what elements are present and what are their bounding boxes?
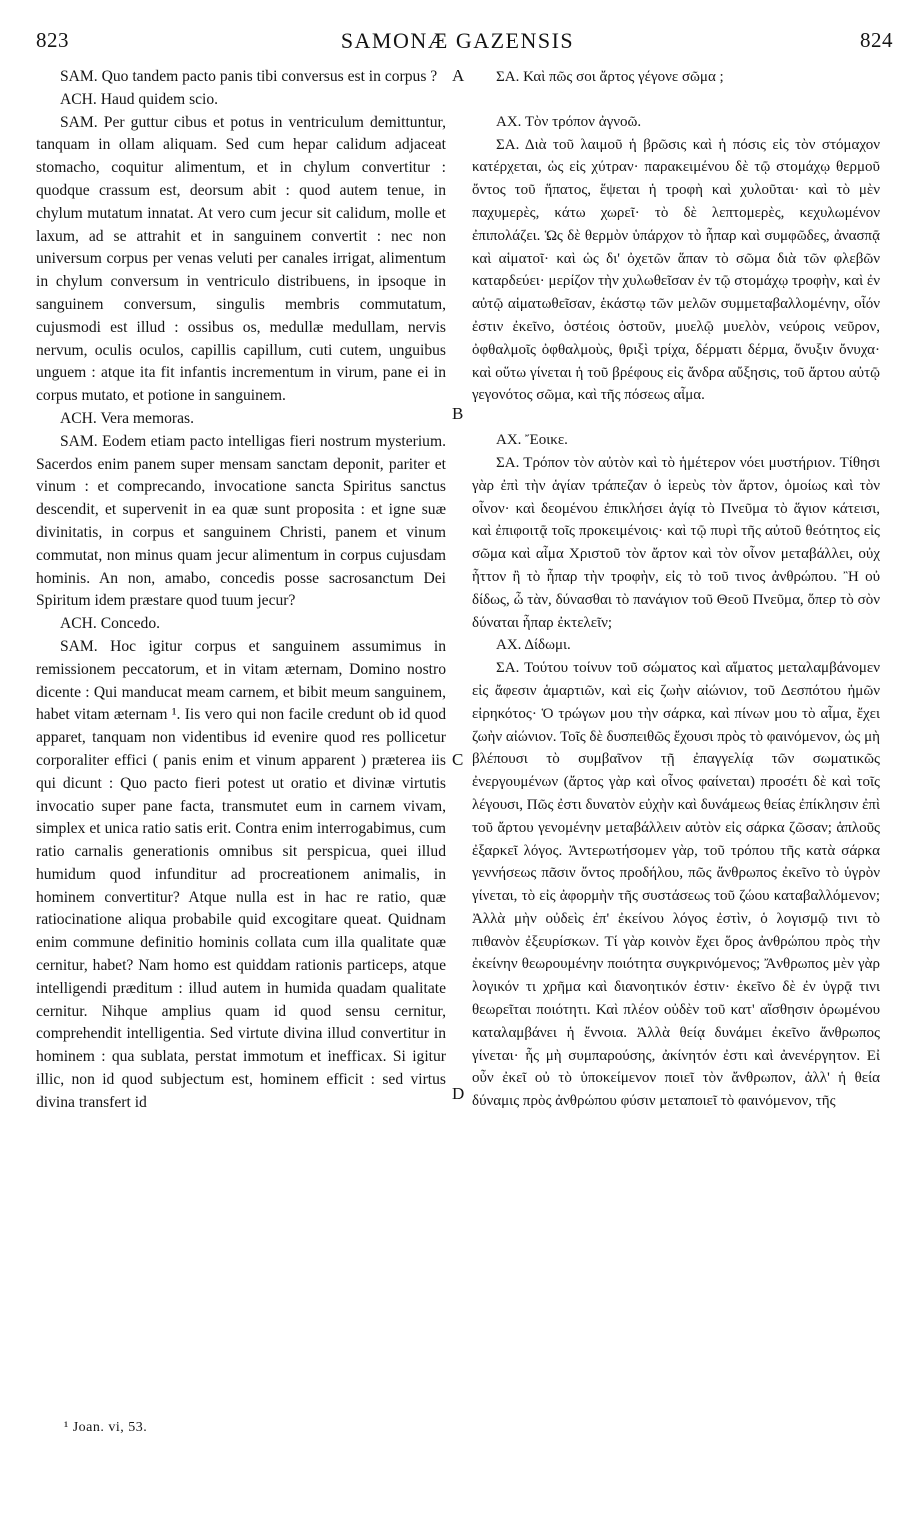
latin-paragraph: SAM. Eodem etiam pacto intelligas fieri nostrum mysterium. Sacerdos enim panem super mensam sanctam deponit, pariter et vinum : et comprecando, invocatione sancta Spiritus sanctus descendit, et supervenit in ea quæ sunt proposita : et igne suæ divinitatis, in corpus et sanguinem Christi, panem et vinum commutat, non minus quam jecur alimentum in corpus cujusdam hominis. An non, amabo, concedis posse sacrosanctum Dei Spiritum idem præstare quod tuum jecur? [36,432,446,610]
greek-column [472,66,880,1113]
latin-column [36,66,446,1115]
page-number-right: 824 [860,28,893,52]
margin-mark-d: D [452,1084,465,1103]
latin-paragraph: SAM. Quo tandem pacto panis tibi conversus est in corpus ? [60,68,438,85]
greek-paragraph: ΣΑ. Διὰ τοῦ λαιμοῦ ἡ βρῶσις καὶ ἡ πόσις εἰς τὸν στόμαχον κατέρχεται, ὡς εἰς χύτραν· παρακειμένου δὲ τῷ στομάχῳ θερμοῦ ὄντος τοῦ ἥπατος, ἕψεται ἡ τροφὴ καὶ χυλοῦται· καὶ τὸ μὲν παχυμερὲς, κάτω χωρεῖ· τὸ δὲ λεπτομερὲς, κεχυλωμένον ἐπιπολάζει. Ὡς δὲ θερμὸν ὑπάρχον τὸ ἧπαρ καὶ συμφῶδες, ἀνασπᾷ καὶ αἱματοῖ· καὶ ὡς δι' ὀχετῶν ἅπαν τὸ σῶμα διὰ τῶν φλεβῶν καταρδεύει· μερίζον τὴν χυλωθεῖσαν ἐν τῷ στομάχῳ τροφὴν, καὶ ἐν αὐτῷ αἱματωθεῖσαν, ἑκάστῳ τῶν μελῶν συμμεταβαλλομένην, οἷόν ἐστιν ἐκεῖνο, ὀστέοις ὀστοῦν, μυελῷ μυελὸν, νεύροις νεῦρον, ὀφθαλμοῖς ὀφθαλμοὺς, θριξὶ τρίχα, δέρματι δέρμα, ὄνυξιν ὄνυχα· καὶ οὕτω γίνεται ἡ τοῦ βρέφους εἰς ἄνδρα αὔξησις, τοῦ ἄρτου αὐτῷ γεγονότος σῶμα, καὶ τῆς πόσεως αἷμα. [472,136,880,404]
greek-paragraph: ΑΧ. Τὸν τρόπον ἀγνοῶ. [496,113,642,130]
greek-paragraph: ΣΑ. Καὶ πῶς σοι ἄρτος γέγονε σῶμα ; [496,69,724,85]
paragraph-gap [472,407,880,429]
footnote: ¹ Joan. vi, 53. [64,1420,148,1435]
paragraph-gap [472,89,880,111]
running-title: SAMONÆ GAZENSIS [340,28,575,53]
margin-mark-c: C [452,750,464,769]
greek-paragraph: ΑΧ. Δίδωμι. [496,637,571,654]
latin-paragraph: ACH. Vera memoras. [60,409,194,427]
page-number-left: 823 [36,28,69,52]
greek-paragraph: ΣΑ. Τρόπον τὸν αὐτὸν καὶ τὸ ἡμέτερον νόει μυστήριον. Τίθησι γὰρ ἐπὶ τὴν ἁγίαν τράπεζαν ὁ ἱερεὺς τὸν ἄρτον, ὁμοίως καὶ τὸν οἶνον· καὶ δεομένου ἐπικλήσει ἁγίᾳ τὸ Πνεῦμα τὸ ἅγιον κάτεισι, καὶ ἐπιφοιτᾷ τοῖς προκειμένοις· καὶ τῷ πυρὶ τῆς αὐτοῦ θεότητος εἰς σῶμα καὶ αἷμα Χριστοῦ τὸν ἄρτον καὶ τὸν οἶνον μεταβάλλει, οὐχ ἧττον ἢ τὸ ἧπαρ τὴν τροφὴν, εἰς τὸ τοῦ τινος ἀνθρώπου. Ἢ οὐ δίδως, ὦ τὰν, δύνασθαι τὸ πανάγιον τοῦ Θεοῦ Πνεῦμα, ὅπερ τὸ σὸν δύναται ἧπαρ ἐκτελεῖν; [472,454,880,631]
latin-paragraph: ACH. Haud quidem scio. [60,90,219,108]
margin-mark-a: A [452,66,465,85]
greek-paragraph: ΑΧ. Ἔοικε. [496,432,568,449]
latin-paragraph: SAM. Hoc igitur corpus et sanguinem assumimus in remissionem peccatorum, et in vitam æternam, Domino nostro dicente : Qui manducat meam carnem, et bibit meum sanguinem, habet vitam æternam ¹. Iis vero qui non facile credunt ob id quod apparet, tanquam non videntibus id evenire quod res pollicetur corporaliter effici ( panis enim et vinum apparent ) præterea iis qui dicunt : Quo pacto fieri potest ut oratio et divinæ virtutis invocatio super pane facta, transmutet eum in carnem vivam, simplex et unica ratio satis erit. Contra enim interrogabimus, cum ratio carnalis generationis omnibus sit perspicua, quei illud humidum quod infunditur ad procreationem animalis, in hominem convertitur? Atque nulla est in hac re ratio, quæ ratiocinatione aliqua probabile quid excogitare queat. Quidnam enim commune definitio hominis collata cum illa qualitate quæ cernitur, habet? Nam homo est quiddam rationis particeps, atque intelligendi præditum : illud autem in humida quadam qualitate cernitur. Nihque amplius quam id quod sensu cernitur, comprehendit intelligentia. Sed virtute divina illud convertitur in hominem : qua sublata, perstat immotum et inefficax. Si igitur illic, non id quod subjectum est, hominem efficit : sed virtus divina transfert id [36,637,446,1111]
greek-paragraph: ΣΑ. Τούτου τοίνυν τοῦ σώματος καὶ αἵματος μεταλαμβάνομεν εἰς ἄφεσιν ἁμαρτιῶν, καὶ εἰς ζωὴν αἰώνιον, τοῦ Δεσπότου ἡμῶν εἰρηκότος· Ὁ τρώγων μου τὴν σάρκα, καὶ πίνων μου τὸ αἷμα, ἔχει ζωὴν αἰώνιον. Τοῖς δὲ δυσπειθῶς ἔχουσι πρὸς τὸ φαινόμενον, ὡς μὴ βλέπουσι τὸ συμβαῖνον τῇ ἐπαγγελίᾳ τῶν σωματικῶς ἐνεργουμένων (ἄρτος γὰρ καὶ οἶνος φαίνεται) προσέτι δὲ καὶ τοῖς λέγουσι, Πῶς ἐστι δυνατὸν εὐχὴν καὶ δυνάμεως θείας ἐπίκλησιν ἐπὶ τοῦ ἄρτου γενομένην μεταβάλλειν αὐτὸν εἰς σάρκα ζῶσαν; ἁπλοῦς ἐξαρκεῖ λόγος. Ἀντερωτήσομεν γὰρ, τοῦ τρόπου τῆς κατὰ σάρκα γεννήσεως πᾶσιν ὄντος προδήλου, πῶς ἄνθρωπος ἐκεῖνο τὸ ὑγρὸν γίνεται, τὸ εἰς ἀφορμὴν τῆς συστάσεως τοῦ ζώου καταβαλλόμενον; Ἀλλὰ μὴν οὐδεὶς ἐπ' ἐκείνου λόγος ἐστὶν, ὁ λογισμῷ τινι τὸ πιθανὸν ἐξευρίσκων. Τί γὰρ κοινὸν ἔχει ὅρος ἀνθρώπου πρὸς τὴν ἐκείνην θεωρουμένην ποιότητα συγκρινόμενος; Ἄνθρωπος μὲν γὰρ λογικόν τι χρῆμα καὶ διανοητικόν ἐστιν· ἐκεῖνο δὲ ἐν ὑγρᾷ τινι θεωρεῖται ποιότητι. Καὶ πλέον οὐδὲν τοῦ κατ' αἴσθησιν ὁρωμένου καταλαμβάνει ἡ ἔννοια. Ἀλλὰ θείᾳ δυνάμει ἐκεῖνο ἄνθρωπος γίνεται· ἧς μὴ συμπαρούσης, ἀκίνητόν ἐστι καὶ ἀνενέργητον. Εἰ οὖν ἐκεῖ οὐ τὸ ὑποκείμενον ποιεῖ τὸν ἄνθρωπον, ἀλλ' ἡ θεία δύναμις πρὸς ἀνθρώπου φύσιν μεταποιεῖ τὸ φαινόμενον, τῆς [472,660,880,1110]
latin-paragraph: SAM. Per guttur cibus et potus in ventriculum demittuntur, tanquam in ollam aliquam. Sed cum hepar calidum adjaceat stomacho, coquitur alimentum, et in chylum convertitur : quodque crassum est, deorsum abit : quod autem tenue, in chylum mutatum innatat. At vero cum jecur sit calidum, molle et laxum, ad se attrahit et in sanguinem convertit : nec non universum corpus per venas veluti per canales irrigat, alimentum in chylum conversum in ventriculo distribuens, in ipsoque in sanguinem conversum, singulis membris commutatum, cujusmodi est illud : ossibus os, medullæ medullam, nervis nervum, oculis oculos, capillis capillum, cuti cutem, unguibus unguem : atque ita fit infantis incrementum in virum, pane ei in corpus mutato, et potione in sanguinem. [36,113,446,405]
latin-paragraph: ACH. Concedo. [60,615,161,633]
margin-mark-b: B [452,404,464,423]
